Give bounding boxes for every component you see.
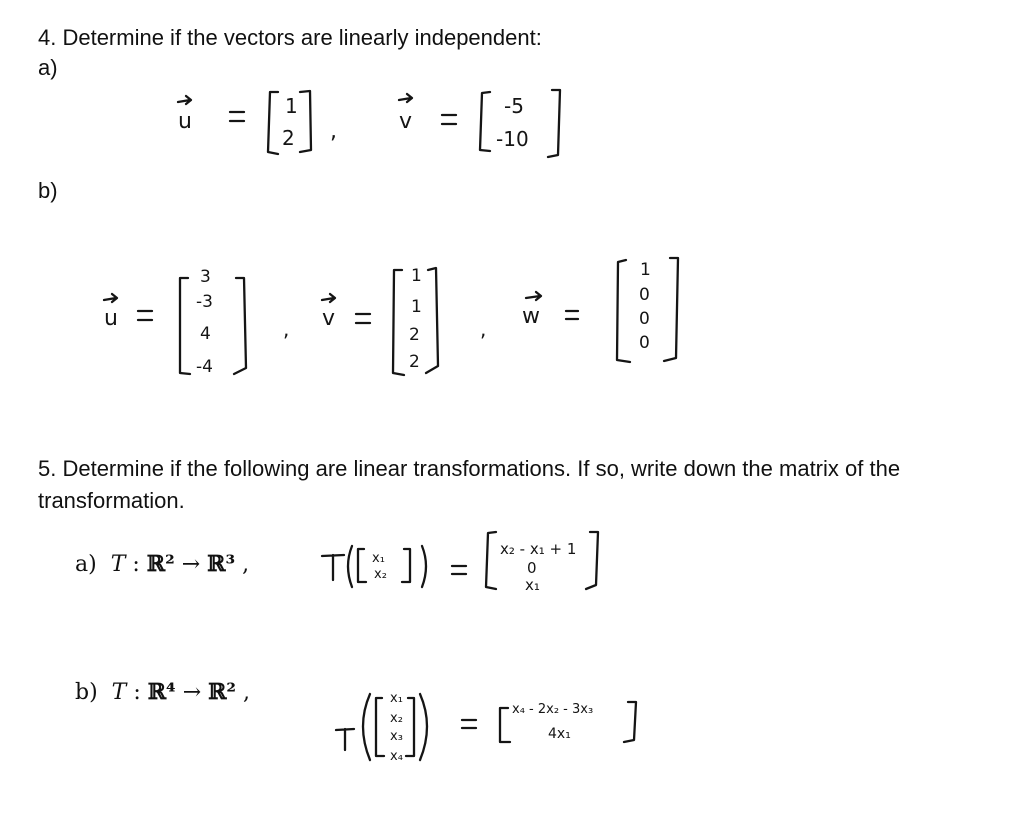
svg-text:x₄: x₄ [390, 749, 403, 764]
vector-u-matrix [268, 91, 311, 154]
svg-text:2: 2 [409, 325, 420, 345]
svg-text:x₂: x₂ [374, 567, 387, 582]
svg-text:u: u [178, 109, 192, 134]
vector-v-matrix [480, 90, 560, 157]
svg-text:4: 4 [200, 324, 211, 344]
vector-u-matrix [180, 267, 246, 377]
vector-u-symbol [178, 96, 192, 134]
svg-text:0: 0 [639, 309, 650, 329]
svg-text:v: v [399, 109, 413, 134]
map-name: T [110, 552, 126, 577]
svg-text:1: 1 [640, 260, 651, 280]
svg-text:w: w [522, 304, 540, 329]
equals-sign [566, 311, 578, 319]
question-5-title-line-1: 5. Determine if the following are linear transformations. If so, write down the matrix of the [38, 456, 901, 481]
question-5b-label: b) [75, 680, 98, 705]
t-symbol [336, 729, 354, 750]
svg-text:x₃: x₃ [390, 729, 403, 744]
equals-sign [230, 112, 244, 121]
svg-text:1: 1 [411, 266, 422, 286]
vector-w-symbol [522, 292, 541, 329]
svg-text:1: 1 [411, 297, 422, 317]
svg-text:2: 2 [282, 126, 295, 150]
vector-v-symbol [399, 94, 412, 134]
transformation-5b-formula [336, 691, 636, 764]
comma: , [480, 317, 487, 341]
svg-text:2: 2 [409, 352, 420, 372]
question-5-title-line-2: transformation. [38, 488, 185, 513]
svg-text:v: v [322, 306, 336, 331]
map-name: T [111, 680, 127, 705]
svg-text:0: 0 [639, 285, 650, 305]
transformation-5a-formula [322, 532, 598, 594]
svg-text:-4: -4 [196, 357, 213, 377]
equals-sign [356, 314, 370, 323]
codomain-space: ℝ² [208, 679, 237, 705]
svg-text:-10: -10 [496, 127, 529, 151]
svg-text:4x₁: 4x₁ [548, 726, 571, 742]
equals-sign [442, 115, 456, 124]
equals-sign [138, 311, 152, 320]
svg-text:x₂: x₂ [390, 711, 403, 726]
svg-text:-5: -5 [504, 94, 524, 118]
question-5b-mapping: b) T : ℝ⁴ → ℝ² , [75, 679, 251, 705]
question-4b-label: b) [38, 178, 58, 203]
vector-u-symbol [104, 294, 118, 331]
svg-text:x₁: x₁ [390, 691, 403, 706]
svg-text:x₁: x₁ [525, 576, 540, 594]
comma: , [283, 317, 290, 341]
vector-w-matrix [617, 258, 678, 362]
svg-text:x₁: x₁ [372, 551, 385, 566]
vector-v-matrix [393, 266, 438, 375]
domain-space: ℝ⁴ [147, 679, 176, 705]
domain-space: ℝ² [146, 551, 175, 577]
svg-text:1: 1 [285, 94, 298, 118]
svg-text:0: 0 [639, 333, 650, 353]
codomain-space: ℝ³ [207, 551, 236, 577]
question-4-title: 4. Determine if the vectors are linearly independent: [38, 25, 542, 50]
comma: , [330, 119, 337, 144]
svg-text:x₄ - 2x₂ - 3x₃: x₄ - 2x₂ - 3x₃ [512, 702, 594, 717]
svg-text:3: 3 [200, 267, 211, 287]
question-5a-mapping: a) T : ℝ² → ℝ³ , [75, 551, 250, 577]
vector-v-symbol [322, 294, 335, 331]
svg-text:0: 0 [527, 559, 537, 577]
question-4a-label: a) [38, 55, 58, 80]
question-5a-label: a) [75, 552, 97, 577]
svg-text:u: u [104, 306, 118, 331]
svg-text:x₂ - x₁ + 1: x₂ - x₁ + 1 [500, 540, 577, 558]
svg-text:-3: -3 [196, 292, 213, 312]
t-symbol [322, 555, 344, 580]
